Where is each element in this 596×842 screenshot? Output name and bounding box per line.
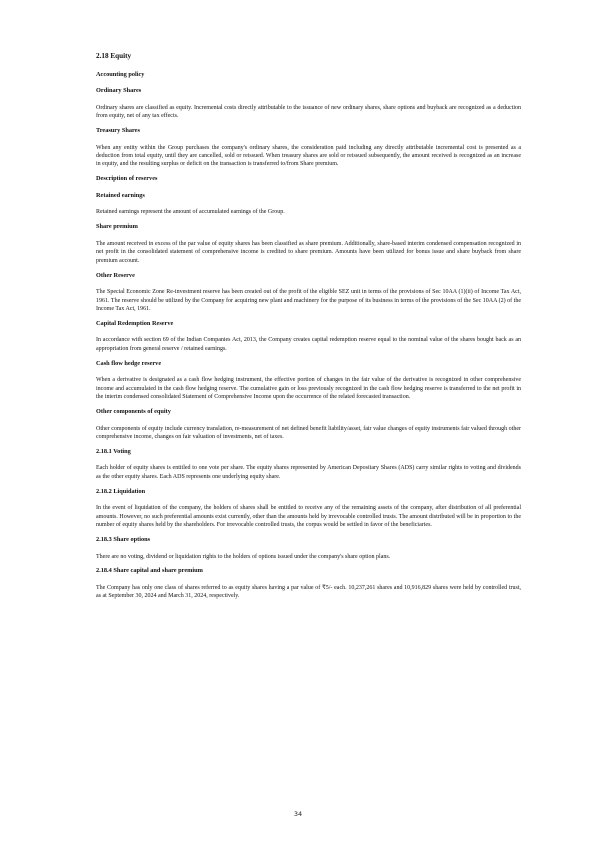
page-number: 34 — [293, 810, 303, 818]
paragraph: When any entity within the Group purchases the company's ordinary shares, the consideration paid including any directly attributable incremental cost is presented as a deduction from total equity, until they are cancelled, sold or reissued. When treasury shares are sold or reissued subsequently, the amount received is recognized as an increase in equity, and the resulting surplus or deficit on the transaction is transferred to/from Share premium. — [96, 144, 521, 168]
section-heading: 2.18.4 Share capital and share premium — [96, 567, 203, 575]
paragraph: There are no voting, dividend or liquidation rights to the holders of options issued under the company's share option plans. — [96, 553, 391, 560]
section-heading: Description of reserves — [96, 175, 158, 183]
section-heading: Ordinary Shares — [96, 87, 142, 95]
paragraph: Other components of equity include currency translation, re-measurement of net defined benefit liability/asset, fair value changes of equity instruments fair valued through other comprehensive income, changes on fair valuation of investments, net of taxes. — [96, 425, 521, 440]
section-heading: Capital Redemption Reserve — [96, 319, 174, 327]
paragraph: The Company has only one class of shares referred to as equity shares having a par value of ₹5/- each. 10,237,261 shares and 10,916,829 shares were held by controlled trust, as at September 30, 2024 and March 31, 2024, respectively. — [96, 584, 521, 600]
section-title: 2.18 Equity — [96, 52, 132, 60]
section-heading: 2.18.3 Share options — [96, 535, 151, 543]
section-heading: 2.18.2 Liquidation — [96, 487, 146, 495]
paragraph: In accordance with section 69 of the Indian Companies Act, 2013, the Company creates capital redemption reserve equal to the nominal value of the shares bought back as an appropriation from general reserve / retained earnings. — [96, 337, 521, 352]
section-heading: 2.18.1 Voting — [96, 447, 131, 455]
paragraph: Each holder of equity shares is entitled to one vote per share. The equity shares represented by American Depositary Shares (ADS) carry similar rights to voting and dividends as the other equity shares. Each ADS represents one underlying equity share. — [96, 465, 521, 480]
section-heading: Other Reserve — [96, 271, 135, 279]
section-heading: Share premium — [96, 223, 138, 231]
section-heading: Retained earnings — [96, 191, 145, 199]
paragraph: Retained earnings represent the amount of accumulated earnings of the Group. — [96, 209, 285, 216]
paragraph: The amount received in excess of the par value of equity shares has been classified as share premium. Additionally, share-based interim condensed compensation recognized in net profit in the consolidated statement of comprehensive income is credited to share premium. Amounts have been utilized for bonus issue and share buyback from share premium account. — [96, 240, 521, 264]
section-heading: Treasury Shares — [96, 127, 140, 135]
paragraph: When a derivative is designated as a cash flow hedging instrument, the effective portion of changes in the fair value of the derivative is recognized in other comprehensive income and accumulated in the cash flow hedging reserve. The cumulative gain or loss previously recognized in the cash flow hedging reserve is transferred to the net profit in the interim condensed consolidated Statement of Comprehensive Income upon the occurrence of the related forecasted transaction. — [96, 377, 521, 401]
section-heading: Cash flow hedge reserve — [96, 359, 162, 367]
paragraph: The Special Economic Zone Re-investment reserve has been created out of the profit of the eligible SEZ unit in terms of the provisions of Sec 10AA (1)(ii) of Income Tax Act, 1961. The reserve should be utilized by the Company for acquiring new plant and machinery for the purpose of its business in terms of the provisions of the Sec 10AA (2) of the Income Tax Act, 1961. — [96, 289, 521, 312]
section-heading: Other components of equity — [96, 407, 171, 415]
document-body — [96, 52, 521, 607]
paragraph: In the event of liquidation of the company, the holders of shares shall be entitled to receive any of the remaining assets of the company, after distribution of all preferential amounts. However, no such preferential amounts exist currently, other than the amounts held by irrevocable controlled trusts. The amount distributed will be in proportion to the number of equity shares held by the shareholders. For irrevocable controlled trusts, the corpus would be settled in favor of the beneficiaries. — [96, 505, 521, 529]
paragraph: Ordinary shares are classified as equity. Incremental costs directly attributable to the issuance of new ordinary shares, share options and buyback are recognized as a deduction from equity, net of any tax effects. — [96, 104, 521, 120]
section-heading: Accounting policy — [96, 70, 145, 78]
